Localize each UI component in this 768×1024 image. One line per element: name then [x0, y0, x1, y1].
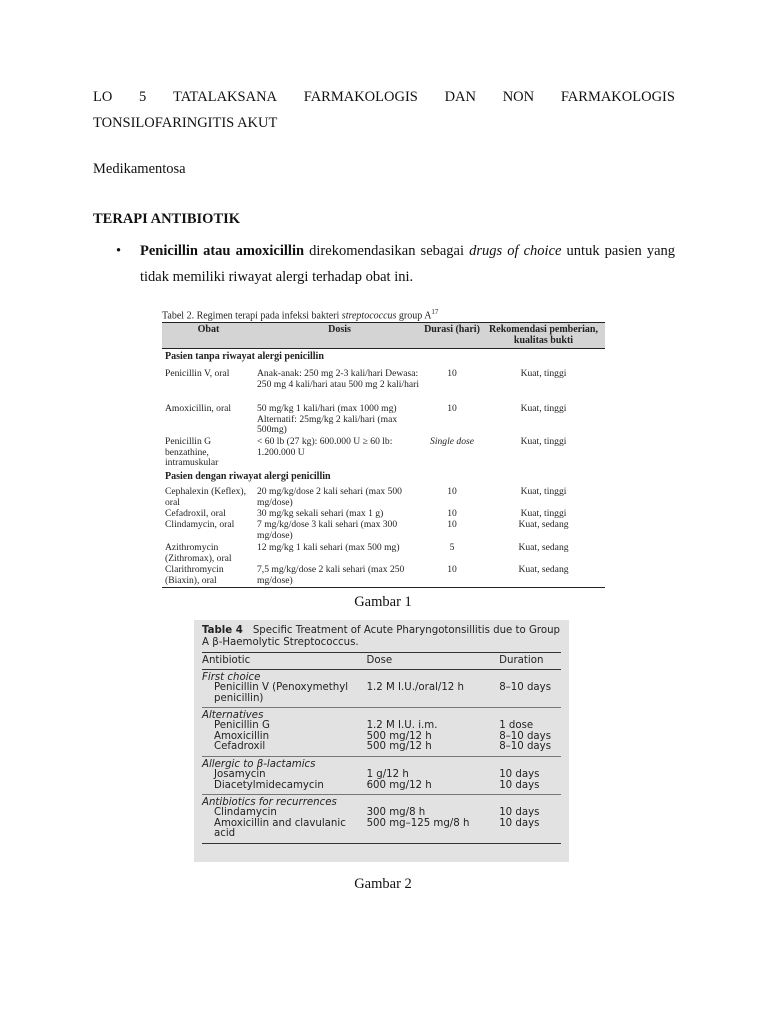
cell-duration: 8–10 days [499, 741, 552, 753]
cell-drug: Penicillin G benzathine, intramuskular [165, 436, 219, 469]
header-antibiotic: Antibiotic [202, 655, 251, 666]
cell-duration [422, 437, 482, 471]
cell-dose: 20 mg/kg/dose 2 kali sehari (max 500 mg/dose) [257, 486, 402, 508]
caption-sup: 17 [431, 308, 439, 316]
cell-drug: Cephalexin (Keflex), oral [165, 486, 246, 508]
divider [202, 794, 561, 795]
treatment-table-image [194, 620, 569, 862]
cell-duration: 10 [447, 564, 457, 576]
group-label: First choice [202, 672, 261, 683]
cell-duration: 10 [447, 519, 457, 531]
cell-duration: 8–10 days [499, 682, 552, 693]
cell-dose: 1.2 M I.U./oral/12 h [366, 682, 464, 693]
table-row [162, 565, 605, 588]
heading-word: FARMAKOLOGIS [560, 89, 675, 105]
bullet-italic: drugs of choice [469, 243, 562, 259]
cell-antibiotic: Josamycin [214, 768, 266, 780]
header-dose: Dose [366, 655, 393, 666]
cell-antibiotic: Penicillin G [214, 720, 270, 732]
cell-dose: 500 mg–125 mg/8 h [366, 817, 470, 829]
cell-drug: Amoxicillin, oral [165, 403, 232, 415]
header-rekomendasi: Rekomendasi pemberian, kualitas bukti [489, 324, 598, 347]
table-row [202, 770, 561, 781]
cell-drug: Penicillin V, oral [165, 368, 230, 380]
cell-rec: Kuat, tinggi [520, 508, 567, 520]
group-label: Antibiotics for recurrences [202, 797, 337, 809]
cell-rec: Kuat, tinggi [520, 486, 567, 498]
table-row [202, 781, 561, 792]
section-title: TERAPI ANTIBIOTIK [93, 211, 241, 227]
table-row [162, 520, 605, 543]
cell-duration: 10 days [499, 817, 540, 829]
cell-duration: 10 days [499, 807, 540, 819]
cell-duration: 10 days [499, 779, 540, 791]
cell-duration: 10 [447, 508, 457, 520]
group-label: Pasien tanpa riwayat alergi penicillin [165, 351, 324, 363]
cell-duration: 10 [447, 368, 457, 380]
cell-duration: 10 [447, 403, 457, 415]
cell-antibiotic: Amoxicillin and clavulanic acid [214, 817, 346, 840]
caption-text-post: group A [396, 310, 432, 322]
cell-dose: 7,5 mg/kg/dose 2 kali sehari (max 250 mg/dose) [257, 564, 405, 586]
divider [202, 843, 561, 844]
table-caption [162, 306, 605, 322]
table-row [162, 369, 605, 404]
cell-rec: Kuat, tinggi [520, 403, 567, 415]
table2-title-text: Specific Treatment of Acute Pharyngotonsillitis due to Group A β-Haemolytic Streptococcus. [202, 625, 561, 648]
bullet-text-1: direkomendasikan sebagai [304, 243, 470, 259]
cell-antibiotic: Cefadroxil [214, 741, 266, 753]
cell-rec: Kuat, tinggi [520, 368, 567, 380]
heading-word: TATALAKSANA [173, 89, 278, 105]
table2-title [202, 625, 561, 649]
cell-antibiotic: Penicillin V (Penoxymethyl penicillin) [214, 682, 349, 704]
cell-duration-italic: Single dose [430, 436, 474, 448]
heading-word: 5 [139, 89, 147, 105]
cell-drug: Clindamycin, oral [165, 519, 235, 531]
heading-word: NON [502, 89, 535, 105]
cell-dose: 1.2 M I.U. i.m. [366, 720, 438, 732]
cell-dose: 12 mg/kg 1 kali sehari (max 500 mg) [257, 542, 400, 554]
figure-1-label: Gambar 1 [354, 594, 412, 610]
table-row [162, 543, 605, 565]
heading-word: FARMAKOLOGIS [303, 89, 418, 105]
table-row [162, 487, 605, 509]
header-obat: Obat [197, 324, 220, 336]
header-duration: Duration [499, 655, 544, 666]
heading-word: LO [93, 89, 113, 105]
heading-line-1 [93, 84, 675, 110]
header-dosis: Dosis [328, 324, 351, 336]
cell-antibiotic: Amoxicillin [214, 730, 270, 742]
cell-rec: Kuat, sedang [518, 564, 569, 576]
regimen-table [162, 306, 605, 588]
cell-rec: Kuat, sedang [518, 519, 569, 531]
cell-dose: 7 mg/kg/dose 3 kali sehari (max 300 mg/dose) [257, 519, 398, 541]
table-row [202, 683, 561, 704]
group-label: Pasien dengan riwayat alergi penicillin [165, 471, 331, 483]
table-row [202, 742, 561, 753]
cell-duration: 10 [447, 486, 457, 498]
cell-duration: 10 days [499, 768, 540, 780]
bullet-bold: Penicillin atau amoxicillin [140, 243, 305, 259]
cell-duration: 8–10 days [499, 730, 552, 742]
bullet-text [140, 238, 675, 290]
cell-antibiotic: Diacetylmidecamycin [214, 779, 324, 791]
cell-drug: Azithromycin (Zithromax), oral [165, 542, 232, 564]
table-row [202, 819, 561, 840]
bullet-paragraph [116, 238, 675, 290]
figure-2-label: Gambar 2 [354, 876, 412, 892]
divider [202, 756, 561, 757]
header-durasi: Durasi (hari) [424, 324, 480, 336]
cell-drug: Cefadroxil, oral [165, 508, 226, 520]
subheading: Medikamentosa [93, 161, 186, 177]
cell-duration: 5 [449, 542, 455, 554]
cell-rec: Kuat, tinggi [520, 436, 567, 448]
cell-dose: 500 mg/12 h [366, 741, 432, 753]
bullet-icon: • [116, 243, 122, 259]
table-header-row [162, 322, 605, 349]
cell-dose: 1 g/12 h [366, 768, 409, 780]
bullet-text-2: untuk pasien yang tidak memiliki riwayat alergi terhadap obat ini. [140, 243, 676, 285]
cell-dose: 500 mg/12 h [366, 730, 432, 742]
cell-duration: 1 dose [499, 720, 534, 732]
cell-rec: Kuat, sedang [518, 542, 569, 554]
heading-line-2: TONSILOFARINGITIS AKUT [93, 115, 278, 131]
group-label: Allergic to β-lactamics [202, 758, 316, 770]
table-row [162, 404, 605, 437]
heading-word: DAN [444, 89, 476, 105]
cell-drug: Clarithromycin (Biaxin), oral [165, 564, 224, 586]
table2-header-row [202, 652, 561, 670]
table2-label: Table 4 [202, 625, 243, 636]
cell-dose: 600 mg/12 h [366, 779, 432, 791]
divider [202, 707, 561, 708]
cell-dose: Anak-anak: 250 mg 2-3 kali/hari Dewasa: 250 mg 4 kali/hari atau 500 mg 2 kali/hari [257, 368, 419, 390]
group-label: Alternatives [202, 710, 264, 722]
cell-dose: < 60 lb (27 kg): 600.000 U ≥ 60 lb: 1.200.000 U [257, 436, 393, 458]
cell-antibiotic: Clindamycin [214, 807, 277, 819]
cell-dose: 300 mg/8 h [366, 807, 426, 819]
caption-italic: streptococcus [341, 310, 397, 322]
lo-heading [93, 84, 675, 136]
cell-dose: 30 mg/kg sekali sehari (max 1 g) [257, 508, 384, 520]
cell-dose: 50 mg/kg 1 kali/hari (max 1000 mg) Alternatif: 25mg/kg 2 kali/hari (max 500mg) [257, 403, 398, 436]
table-row [162, 437, 605, 471]
caption-text: Tabel 2. Regimen terapi pada infeksi bakteri [162, 310, 342, 322]
